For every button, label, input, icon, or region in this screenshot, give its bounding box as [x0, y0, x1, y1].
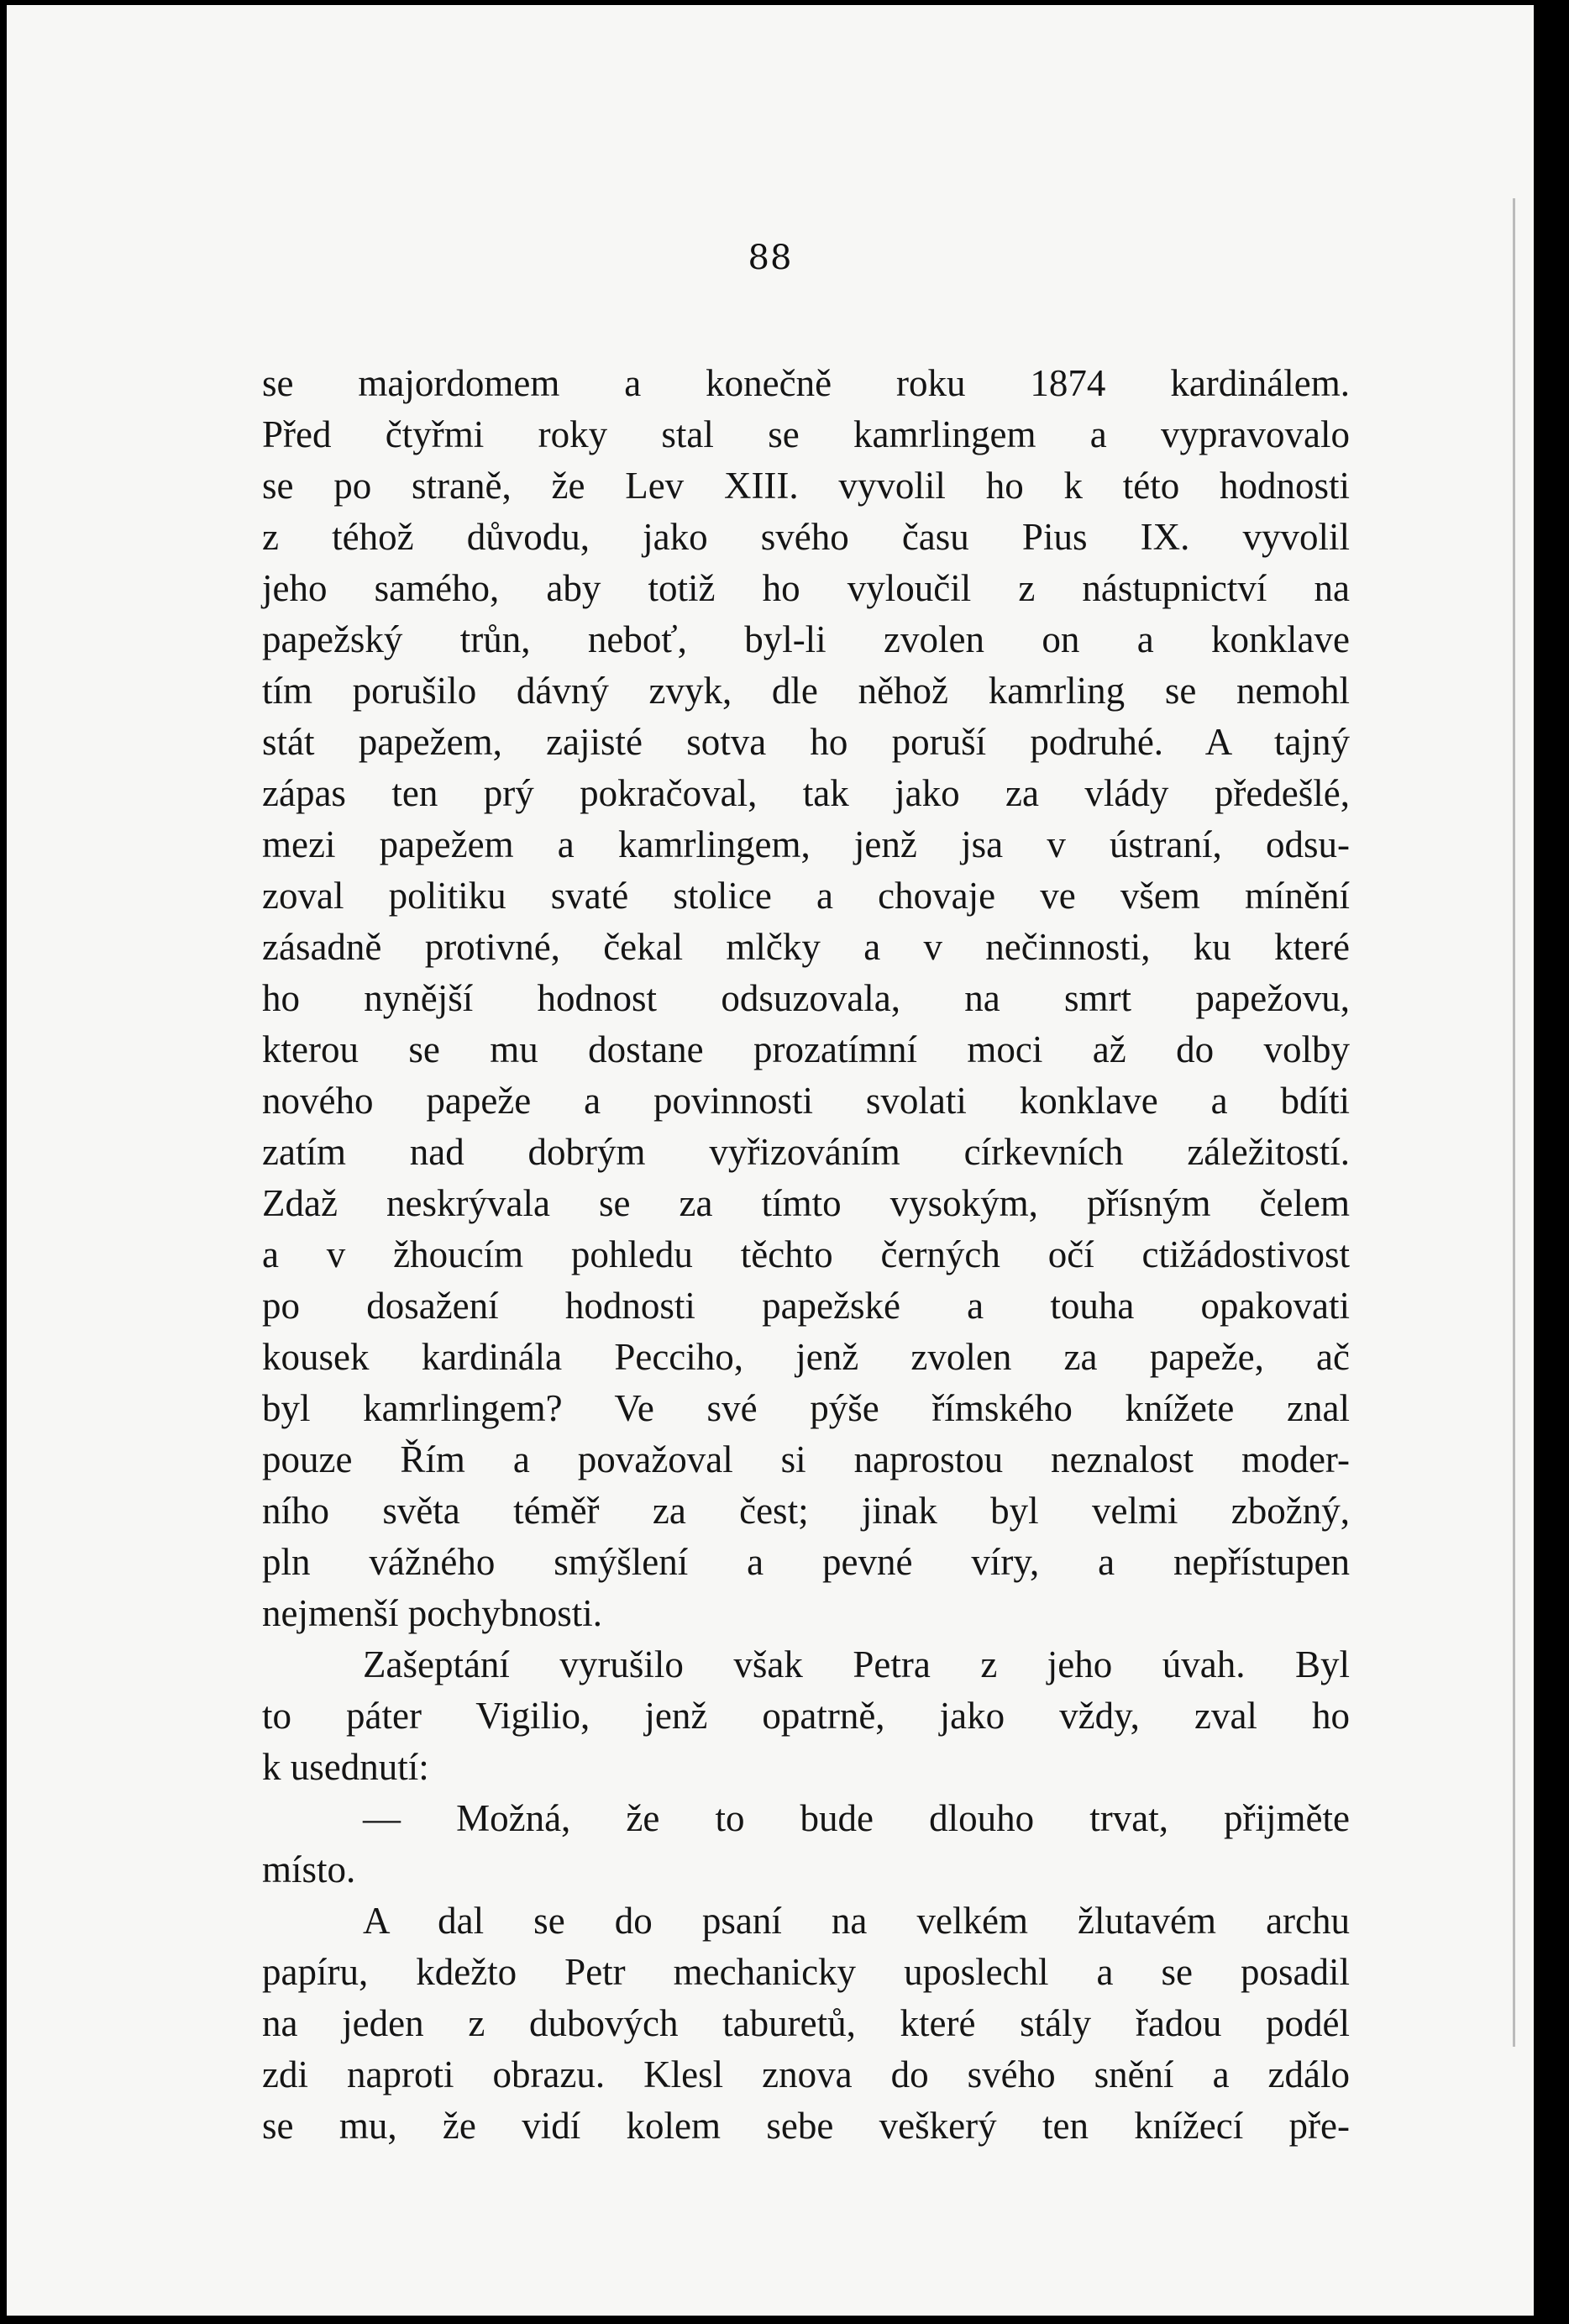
- text-line: papíru, kdežto Petr mechanicky uposlechl a se posadil: [262, 1951, 1350, 1993]
- page-number: 88: [748, 239, 793, 277]
- text-line: mezi papežem a kamrlingem, jenž jsa v ústraní, odsu-: [262, 823, 1350, 865]
- page-edge-shadow: [1513, 198, 1515, 2047]
- text-line: k usednutí:: [262, 1746, 429, 1788]
- text-line: na jeden z dubových taburetů, které stály řadou podél: [262, 2002, 1350, 2044]
- text-line: to páter Vigilio, jenž opatrně, jako vždy, zval ho: [262, 1695, 1350, 1737]
- text-line: ního světa téměř za čest; jinak byl velmi zbožný,: [262, 1490, 1350, 1532]
- text-line: zatím nad dobrým vyřizováním církevních záležitostí.: [262, 1131, 1350, 1173]
- text-line: Zdaž neskrývala se za tímto vysokým, přísným čelem: [262, 1182, 1350, 1224]
- text-line: se majordomem a konečně roku 1874 kardinálem.: [262, 362, 1350, 404]
- text-line: se po straně, že Lev XIII. vyvolil ho k této hodnosti: [262, 465, 1350, 507]
- text-line: zoval politiku svaté stolice a chovaje ve všem mínění: [262, 875, 1350, 917]
- text-line: zásadně protivné, čekal mlčky a v nečinnosti, ku které: [262, 926, 1350, 968]
- text-line: nového papeže a povinnosti svolati konklave a bdíti: [262, 1080, 1350, 1122]
- text-line: z téhož důvodu, jako svého času Pius IX. vyvolil: [262, 516, 1350, 558]
- text-line: a v žhoucím pohledu těchto černých očí ctižádostivost: [262, 1233, 1350, 1275]
- text-line: Před čtyřmi roky stal se kamrlingem a vypravovalo: [262, 413, 1350, 455]
- book-page: [7, 5, 1534, 2316]
- text-line: — Možná, že to bude dlouho trvat, přijměte: [363, 1797, 1350, 1839]
- text-line: zdi naproti obrazu. Klesl znova do svého snění a zdálo: [262, 2053, 1350, 2095]
- body-text: [262, 358, 1350, 2152]
- text-line: stát papežem, zajisté sotva ho poruší podruhé. A tajný: [262, 721, 1350, 763]
- text-line: pln vážného smýšlení a pevné víry, a nepřístupen: [262, 1541, 1350, 1583]
- text-line: A dal se do psaní na velkém žlutavém archu: [363, 1900, 1350, 1942]
- text-line: papežský trůn, neboť, byl-li zvolen on a konklave: [262, 618, 1350, 660]
- text-line: Zašeptání vyrušilo však Petra z jeho úvah. Byl: [363, 1643, 1350, 1685]
- text-line: po dosažení hodnosti papežské a touha opakovati: [262, 1285, 1350, 1327]
- text-line: ho nynější hodnost odsuzovala, na smrt papežovu,: [262, 977, 1350, 1019]
- text-line: jeho samého, aby totiž ho vyloučil z nástupnictví na: [262, 567, 1350, 609]
- text-line: kterou se mu dostane prozatímní moci až do volby: [262, 1028, 1350, 1070]
- text-line: pouze Řím a považoval si naprostou neznalost moder-: [262, 1438, 1350, 1480]
- text-line: tím porušilo dávný zvyk, dle něhož kamrling se nemohl: [262, 670, 1350, 712]
- text-line: místo.: [262, 1848, 356, 1890]
- text-line: byl kamrlingem? Ve své pýše římského knížete znal: [262, 1387, 1350, 1429]
- text-line: se mu, že vidí kolem sebe veškerý ten knížecí pře-: [262, 2105, 1350, 2147]
- text-line: nejmenší pochybnosti.: [262, 1592, 602, 1634]
- text-line: kousek kardinála Pecciho, jenž zvolen za papeže, ač: [262, 1336, 1350, 1378]
- text-line: zápas ten prý pokračoval, tak jako za vlády předešlé,: [262, 772, 1350, 814]
